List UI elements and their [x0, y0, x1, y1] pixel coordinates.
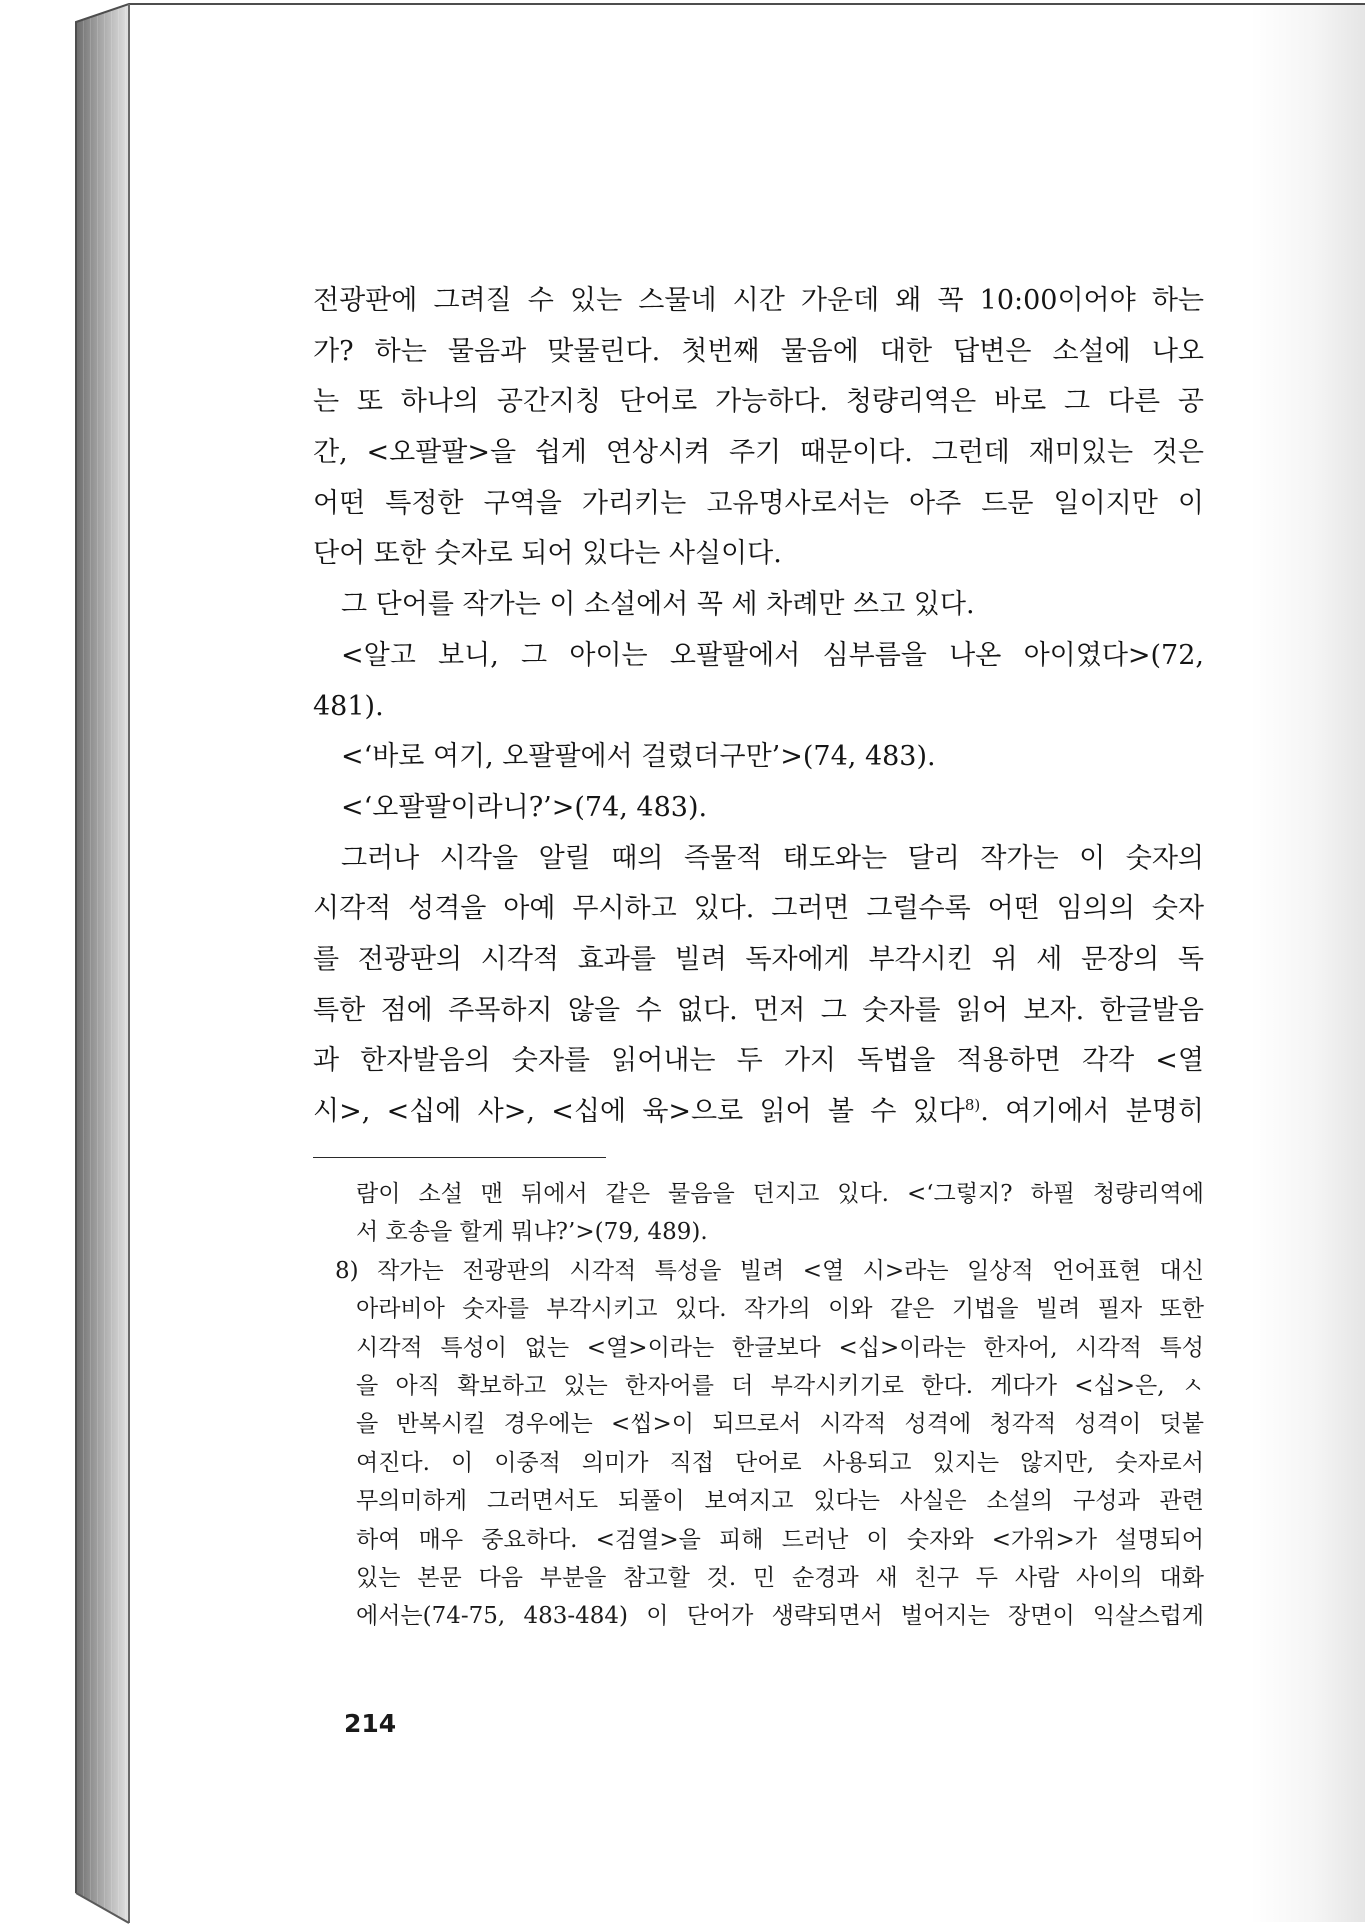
footnote-8 — [335, 1252, 1204, 1636]
body-line-text: . 여기에서 분명히 — [980, 1096, 1204, 1127]
quotation-line: 481). — [313, 690, 384, 722]
footnote-line: 8) 작가는 전광판의 시각적 특성을 빌려 <열 시>라는 일상적 언어표현 대신 — [335, 1257, 1204, 1284]
footnote-line: 있는 본문 다음 부분을 참고할 것. 민 순경과 새 친구 두 사람 사이의 대화 — [356, 1564, 1204, 1591]
footnote-reference: 8) — [964, 1096, 981, 1114]
quotation-line: <알고 보니, 그 아이는 오팔팔에서 심부름을 나온 아이였다>(72, — [341, 639, 1204, 671]
quotation — [313, 783, 1204, 834]
footnote-rule — [313, 1157, 606, 1158]
paragraph — [313, 580, 1204, 631]
page-number: 214 — [344, 1709, 397, 1738]
body-line: 그러나 시각을 알릴 때의 즉물적 태도와는 달리 작가는 이 숫자의 — [341, 842, 1204, 874]
quotation-line: <‘바로 여기, 오팔팔에서 걸렸더구만’>(74, 483). — [341, 741, 936, 773]
paragraph — [313, 834, 1204, 1138]
body-line: 특한 점에 주목하지 않을 수 없다. 먼저 그 숫자를 읽어 보자. 한글발음 — [313, 994, 1204, 1026]
quotation-line: <‘오팔팔이라니?’>(74, 483). — [341, 791, 708, 823]
body-line-text: 시>, <십에 사>, <십에 육>으로 읽어 볼 수 있다 — [313, 1096, 965, 1127]
quotation — [313, 631, 1204, 732]
footnotes — [335, 1175, 1204, 1636]
spine-bottom-edge — [76, 1893, 129, 1923]
footnote-line: 에서는(74-75, 483-484) 이 단어가 생략되면서 벌어지는 장면이 익살스럽게 — [356, 1603, 1204, 1630]
body-line: 그 단어를 작가는 이 소설에서 꼭 세 차례만 쓰고 있다. — [341, 589, 975, 621]
quotation — [313, 732, 1204, 783]
footnote-line: 을 아직 확보하고 있는 한자어를 더 부각시키기로 한다. 게다가 <십>은, ㅅ — [356, 1372, 1204, 1399]
footnote-continued — [356, 1175, 1204, 1252]
footnote-line: 아라비아 숫자를 부각시키고 있다. 작가의 이와 같은 기법을 빌려 필자 또한 — [356, 1296, 1204, 1323]
body-line: 과 한자발음의 숫자를 읽어내는 두 가지 독법을 적용하면 각각 <열 — [313, 1045, 1204, 1077]
footnote-line: 시각적 특성이 없는 <열>이라는 한글보다 <십>이라는 한자어, 시각적 특성 — [356, 1334, 1204, 1361]
footnote-line: 무의미하게 그러면서도 되풀이 보여지고 있다는 사실은 소설의 구성과 관련 — [356, 1488, 1204, 1515]
body-line: 는 또 하나의 공간지칭 단어로 가능하다. 청량리역은 바로 그 다른 공 — [313, 386, 1204, 418]
footnote-line: 서 호송을 할게 뭐냐?’>(79, 489). — [356, 1219, 708, 1246]
body-line: 시각적 성격을 아예 무시하고 있다. 그러면 그럴수록 어떤 임의의 숫자 — [313, 893, 1204, 925]
body-line: 를 전광판의 시각적 효과를 빌려 독자에게 부각시킨 위 세 문장의 독 — [313, 943, 1204, 975]
body-line: 단어 또한 숫자로 되어 있다는 사실이다. — [313, 538, 782, 570]
footnote-line: 하여 매우 중요하다. <검열>을 피해 드러난 이 숫자와 <가위>가 설명되어 — [356, 1526, 1204, 1553]
body-line — [313, 1087, 1204, 1138]
body-line: 전광판에 그려질 수 있는 스물네 시간 가운데 왜 꼭 10:00이어야 하는 — [313, 285, 1204, 316]
body-line: 간, <오팔팔>을 쉽게 연상시켜 주기 때문이다. 그런데 재미있는 것은 — [313, 437, 1204, 469]
footnote-line: 람이 소설 맨 뒤에서 같은 물음을 던지고 있다. <‘그렇지? 하필 청량리역에 — [356, 1181, 1204, 1207]
body-line: 가? 하는 물음과 맞물린다. 첫번째 물음에 대한 답변은 소설에 나오 — [313, 335, 1204, 367]
body-line: 어떤 특정한 구역을 가리키는 고유명사로서는 아주 드문 일이지만 이 — [313, 487, 1204, 519]
main-text — [313, 276, 1204, 1138]
footnote-line: 을 반복시킬 경우에는 <씹>이 되므로서 시각적 성격에 청각적 성격이 덧붙 — [356, 1411, 1204, 1438]
footnote-line: 여진다. 이 이중적 의미가 직접 단어로 사용되고 있지는 않지만, 숫자로서 — [356, 1449, 1204, 1476]
paragraph — [313, 276, 1204, 580]
